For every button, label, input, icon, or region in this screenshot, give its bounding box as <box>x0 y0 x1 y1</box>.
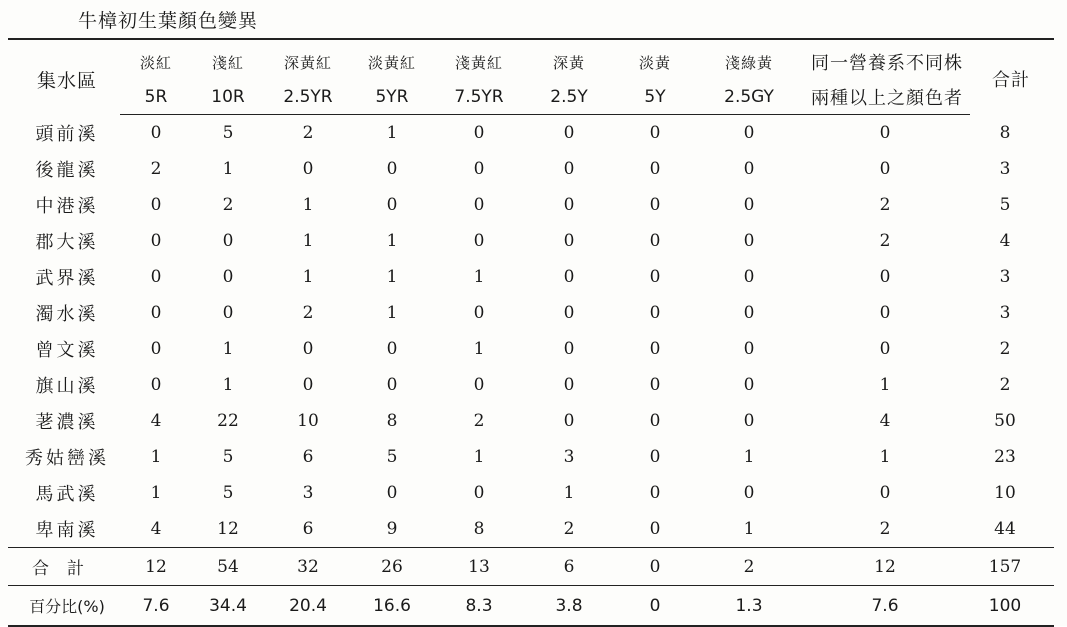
value-cell: 12 <box>120 548 192 586</box>
value-cell: 0 <box>743 123 755 143</box>
total-cell: 3 <box>999 267 1011 287</box>
value-cell: 6 <box>302 519 314 539</box>
header-color-code: 2.5YR <box>264 80 352 115</box>
value-cell: 2 <box>302 123 314 143</box>
value-cell: 0 <box>150 195 162 215</box>
mixed-cell: 7.6 <box>800 586 970 627</box>
mixed-cell: 0 <box>879 159 891 179</box>
total-cell: 3 <box>999 159 1011 179</box>
value-cell: 0 <box>386 339 398 359</box>
value-cell: 0 <box>563 411 575 431</box>
mixed-cell: 12 <box>800 548 970 586</box>
value-cell: 0 <box>649 123 661 143</box>
area-name: 中港溪 <box>35 196 99 217</box>
value-cell: 0 <box>302 375 314 395</box>
value-cell: 0 <box>649 447 661 467</box>
value-cell: 0 <box>150 267 162 287</box>
value-cell: 13 <box>432 548 526 586</box>
value-cell: 8 <box>473 519 485 539</box>
value-cell: 1 <box>150 483 162 503</box>
value-cell: 16.6 <box>352 586 432 627</box>
value-cell: 0 <box>563 267 575 287</box>
value-cell: 1 <box>302 267 314 287</box>
value-cell: 0 <box>386 195 398 215</box>
mixed-cell: 0 <box>879 303 891 323</box>
value-cell: 0 <box>222 303 234 323</box>
header-color-code: 5R <box>120 80 192 115</box>
value-cell: 1 <box>222 339 234 359</box>
area-name: 馬武溪 <box>35 484 99 505</box>
table-row <box>8 367 1054 403</box>
total-cell: 2 <box>999 375 1011 395</box>
table-row <box>8 295 1054 331</box>
value-cell: 9 <box>386 519 398 539</box>
area-name: 荖濃溪 <box>35 412 99 433</box>
header-color-code: 2.5GY <box>698 80 800 115</box>
value-cell: 4 <box>150 411 162 431</box>
total-cell: 157 <box>970 548 1054 586</box>
value-cell: 0 <box>563 159 575 179</box>
total-cell: 4 <box>999 231 1011 251</box>
area-name: 秀姑巒溪 <box>25 448 109 469</box>
table-row <box>8 511 1054 548</box>
value-cell: 1 <box>302 231 314 251</box>
area-name: 後龍溪 <box>35 160 99 181</box>
table-row <box>8 331 1054 367</box>
value-cell: 0 <box>473 375 485 395</box>
value-cell: 0 <box>563 231 575 251</box>
value-cell: 2 <box>302 303 314 323</box>
value-cell: 1 <box>743 519 755 539</box>
header-mixed-line2: 兩種以上之顏色者 <box>800 80 970 115</box>
table-row <box>8 439 1054 475</box>
total-cell: 44 <box>994 519 1016 539</box>
header-color-name: 淡黃紅 <box>352 39 432 80</box>
value-cell: 0 <box>150 123 162 143</box>
header-color-code: 10R <box>192 80 264 115</box>
mixed-cell: 2 <box>879 519 891 539</box>
value-cell: 0 <box>150 303 162 323</box>
value-cell: 0 <box>649 195 661 215</box>
value-cell: 0 <box>743 483 755 503</box>
value-cell: 0 <box>386 375 398 395</box>
total-cell: 5 <box>999 195 1011 215</box>
value-cell: 2 <box>222 195 234 215</box>
total-cell: 10 <box>994 483 1016 503</box>
value-cell: 32 <box>264 548 352 586</box>
value-cell: 0 <box>649 411 661 431</box>
value-cell: 1 <box>386 267 398 287</box>
total-cell: 8 <box>999 122 1011 143</box>
value-cell: 0 <box>473 231 485 251</box>
header-color-name: 淺黃紅 <box>432 39 526 80</box>
header-color-code: 2.5Y <box>526 80 612 115</box>
area-name: 曾文溪 <box>35 340 99 361</box>
value-cell: 0 <box>649 483 661 503</box>
total-cell: 50 <box>994 411 1016 431</box>
value-cell: 1 <box>563 483 575 503</box>
value-cell: 0 <box>473 123 485 143</box>
value-cell: 0 <box>563 339 575 359</box>
mixed-cell: 0 <box>879 123 891 143</box>
value-cell: 5 <box>386 447 398 467</box>
value-cell: 4 <box>150 519 162 539</box>
mixed-cell: 0 <box>879 483 891 503</box>
value-cell: 2 <box>698 548 800 586</box>
value-cell: 0 <box>649 303 661 323</box>
area-name: 武界溪 <box>35 268 99 289</box>
value-cell: 0 <box>150 339 162 359</box>
value-cell: 2 <box>473 411 485 431</box>
header-color-code: 7.5YR <box>432 80 526 115</box>
total-cell: 3 <box>999 303 1011 323</box>
value-cell: 54 <box>192 548 264 586</box>
mixed-cell: 1 <box>879 447 891 467</box>
total-cell: 100 <box>970 586 1054 627</box>
total-cell: 23 <box>994 447 1016 467</box>
value-cell: 3.8 <box>526 586 612 627</box>
area-name: 卑南溪 <box>35 520 99 541</box>
value-cell: 0 <box>743 159 755 179</box>
value-cell: 3 <box>563 447 575 467</box>
value-cell: 22 <box>217 411 239 431</box>
header-row-codes <box>8 80 1054 115</box>
value-cell: 5 <box>222 447 234 467</box>
value-cell: 3 <box>302 483 314 503</box>
value-cell: 1 <box>302 195 314 215</box>
header-color-code: 5YR <box>352 80 432 115</box>
table-body <box>8 115 1054 627</box>
value-cell: 0 <box>473 303 485 323</box>
value-cell: 0 <box>302 339 314 359</box>
value-cell: 7.6 <box>120 586 192 627</box>
value-cell: 0 <box>150 231 162 251</box>
value-cell: 1 <box>473 267 485 287</box>
value-cell: 0 <box>222 231 234 251</box>
value-cell: 0 <box>563 303 575 323</box>
value-cell: 26 <box>352 548 432 586</box>
mixed-cell: 2 <box>879 195 891 215</box>
sum-row <box>8 548 1054 586</box>
value-cell: 6 <box>526 548 612 586</box>
header-total: 合計 <box>970 39 1054 115</box>
header-area: 集水區 <box>8 39 120 115</box>
value-cell: 0 <box>473 159 485 179</box>
value-cell: 1 <box>222 375 234 395</box>
mixed-cell: 2 <box>879 231 891 251</box>
value-cell: 1 <box>473 339 485 359</box>
area-name: 頭前溪 <box>35 123 99 145</box>
header-color-name: 淺紅 <box>192 39 264 80</box>
value-cell: 10 <box>297 411 319 431</box>
table-row <box>8 259 1054 295</box>
mixed-cell: 4 <box>879 411 891 431</box>
value-cell: 0 <box>386 159 398 179</box>
table-title: 牛樟初生葉顏色變異 <box>78 10 259 32</box>
leaf-color-table <box>8 38 1054 627</box>
header-color-name: 深黃 <box>526 39 612 80</box>
value-cell: 1 <box>386 303 398 323</box>
value-cell: 0 <box>649 267 661 287</box>
value-cell: 0 <box>473 195 485 215</box>
value-cell: 0 <box>563 123 575 143</box>
area-name: 旗山溪 <box>35 376 99 397</box>
value-cell: 34.4 <box>192 586 264 627</box>
value-cell: 0 <box>743 339 755 359</box>
total-cell: 2 <box>999 339 1011 359</box>
row-label: 百分比(%) <box>8 586 120 627</box>
value-cell: 0 <box>743 375 755 395</box>
value-cell: 0 <box>612 548 698 586</box>
value-cell: 8.3 <box>432 586 526 627</box>
value-cell: 0 <box>302 159 314 179</box>
value-cell: 1 <box>150 447 162 467</box>
area-name: 郡大溪 <box>35 232 99 253</box>
area-name: 濁水溪 <box>35 304 99 325</box>
value-cell: 6 <box>302 447 314 467</box>
mixed-cell: 0 <box>879 267 891 287</box>
value-cell: 0 <box>649 159 661 179</box>
value-cell: 0 <box>743 411 755 431</box>
value-cell: 0 <box>743 231 755 251</box>
value-cell: 5 <box>222 483 234 503</box>
value-cell: 0 <box>743 195 755 215</box>
value-cell: 0 <box>743 267 755 287</box>
value-cell: 1.3 <box>698 586 800 627</box>
value-cell: 0 <box>386 483 398 503</box>
value-cell: 0 <box>649 375 661 395</box>
header-color-code: 5Y <box>612 80 698 115</box>
value-cell: 2 <box>563 519 575 539</box>
value-cell: 0 <box>649 519 661 539</box>
value-cell: 20.4 <box>264 586 352 627</box>
table-row <box>8 475 1054 511</box>
value-cell: 1 <box>386 231 398 251</box>
value-cell: 0 <box>563 195 575 215</box>
value-cell: 0 <box>150 375 162 395</box>
value-cell: 0 <box>563 375 575 395</box>
table-row <box>8 187 1054 223</box>
value-cell: 0 <box>649 339 661 359</box>
table-row <box>8 115 1054 152</box>
header-color-name: 淡紅 <box>120 39 192 80</box>
table-row <box>8 403 1054 439</box>
value-cell: 0 <box>743 303 755 323</box>
value-cell: 0 <box>649 231 661 251</box>
value-cell: 0 <box>473 483 485 503</box>
mixed-cell: 0 <box>879 339 891 359</box>
header-row-names <box>8 39 1054 80</box>
value-cell: 0 <box>222 267 234 287</box>
value-cell: 0 <box>612 586 698 627</box>
header-mixed-line1: 同一營養系不同株 <box>800 39 970 80</box>
value-cell: 1 <box>386 123 398 143</box>
value-cell: 1 <box>473 447 485 467</box>
percent-row <box>8 586 1054 627</box>
value-cell: 12 <box>217 519 239 539</box>
header-color-name: 淡黃 <box>612 39 698 80</box>
value-cell: 8 <box>386 411 398 431</box>
table-row <box>8 223 1054 259</box>
value-cell: 1 <box>743 447 755 467</box>
header-color-name: 淺綠黃 <box>698 39 800 80</box>
value-cell: 2 <box>150 159 162 179</box>
value-cell: 1 <box>222 159 234 179</box>
mixed-cell: 1 <box>879 375 891 395</box>
header-color-name: 深黃紅 <box>264 39 352 80</box>
table-row <box>8 151 1054 187</box>
row-label: 合計 <box>8 548 120 586</box>
value-cell: 5 <box>222 123 234 143</box>
